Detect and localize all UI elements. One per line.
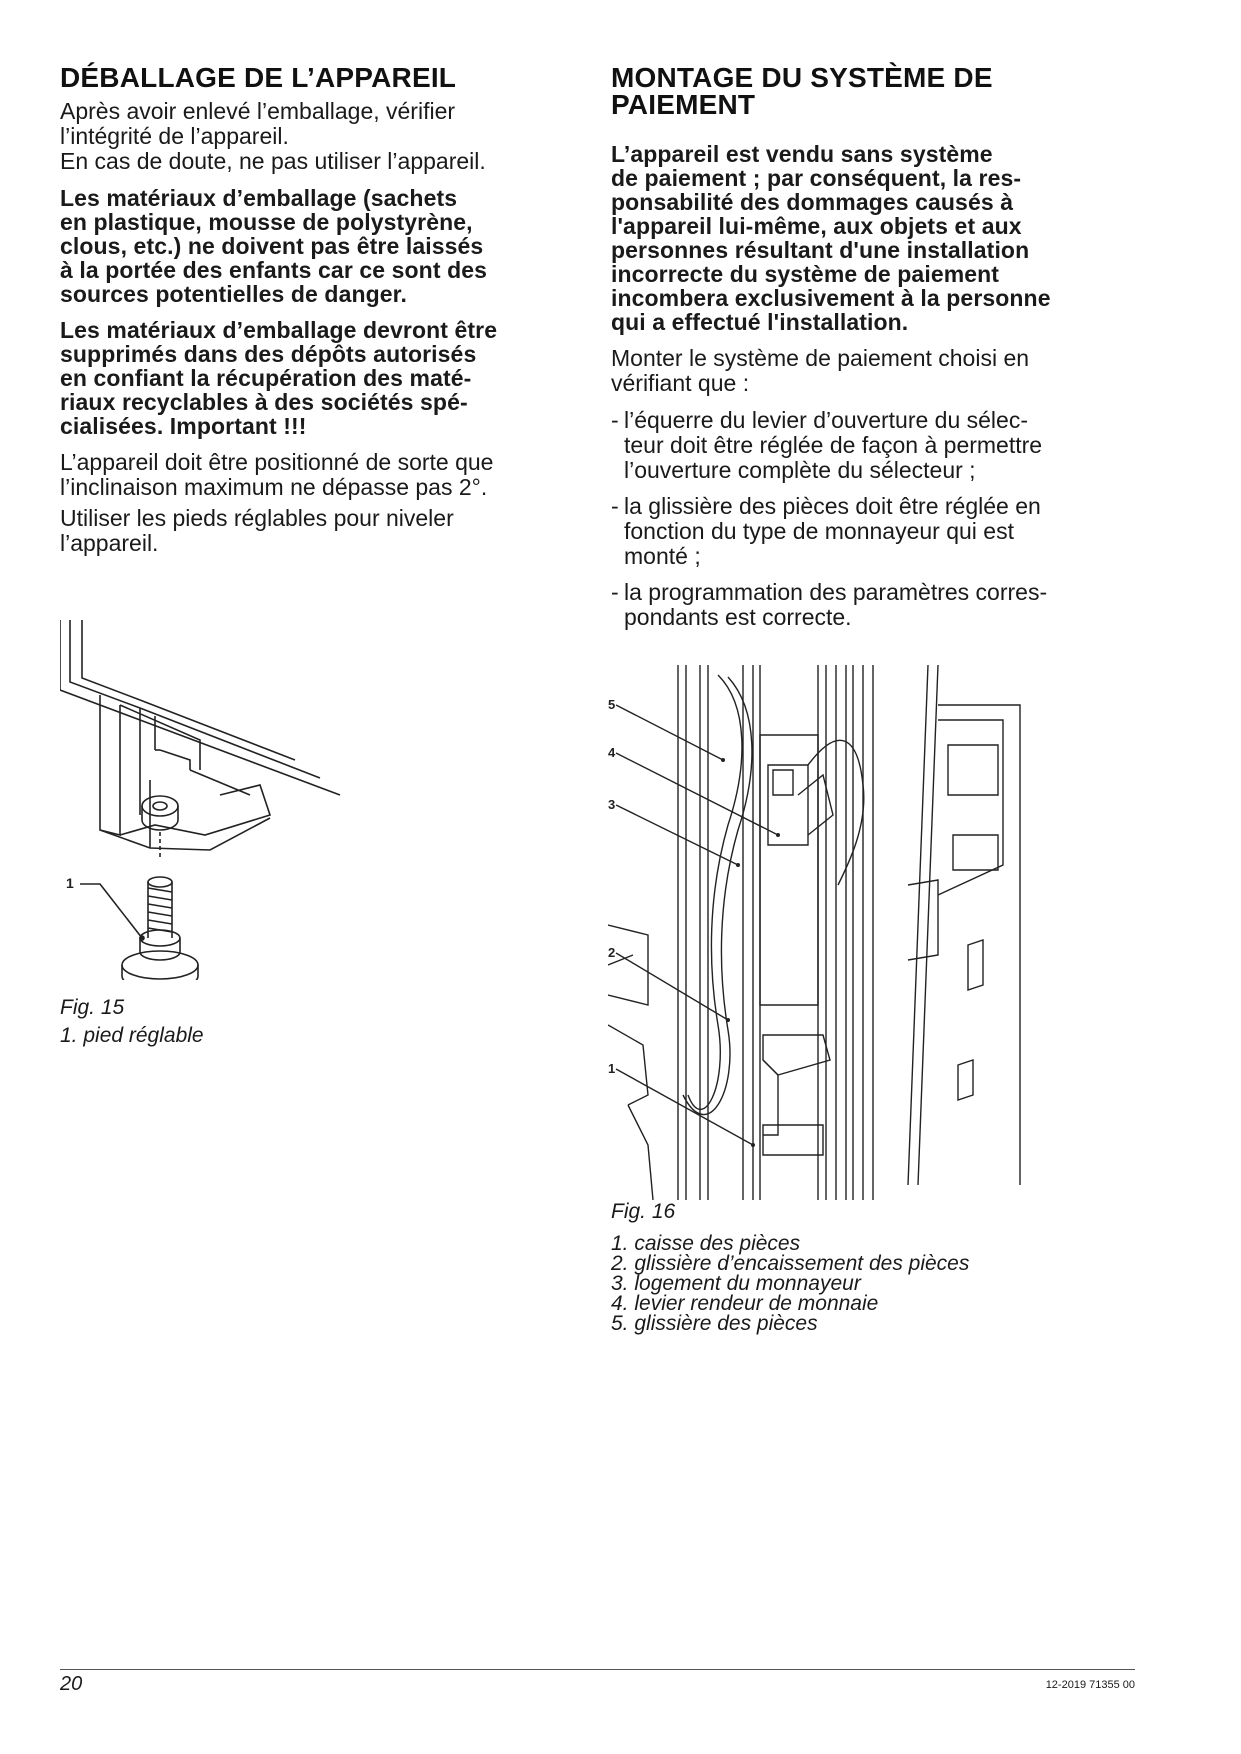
paragraph-inclination [60,450,580,500]
warning-line: incombera exclusivement à la personne [611,285,1051,311]
warning-packaging-children [60,186,580,306]
warning-line: incorrecte du système de paiement [611,261,1000,287]
checklist-item [611,408,1151,483]
paragraph-levelling [60,506,580,556]
checklist-item [611,494,1151,569]
figure-16-illustration [608,665,1028,1200]
fig16-caption-item: 5. glissière des pièces [611,1312,818,1335]
right-column [611,64,1151,641]
title-line: PAIEMENT [611,89,756,120]
fig16-caption-item: 2. glissière d’encaissement des pièces [611,1252,970,1275]
fig15-caption-title: Fig. 15 [60,996,125,1019]
left-column [60,64,580,556]
text-line: Monter le système de paiement choisi en [611,345,1030,371]
figure-16-caption [611,1202,969,1334]
warning-line: riaux recyclables à des sociétés spé- [60,389,468,415]
paragraph-check-line1: Après avoir enlevé l’emballage, vérifier [60,98,456,124]
warning-line: L’appareil est vendu sans système [611,141,993,167]
warning-line: à la portée des enfants car ce sont des [60,257,488,283]
warning-line: clous, etc.) ne doivent pas être laissés [60,233,484,259]
title-line: MONTAGE DU SYSTÈME DE [611,62,993,93]
text-line: l’ouverture complète du sélecteur ; [624,457,976,483]
text-line: teur doit être réglée de façon à permettre [624,432,1043,458]
warning-line: supprimés dans des dépôts autorisés [60,341,477,367]
paragraph-doubt: En cas de doute, ne pas utiliser l’appareil. [60,148,486,174]
text-line: fonction du type de monnayeur qui est [624,518,1014,544]
page-number: 20 [60,1673,83,1695]
payment-system-drawing [608,665,1028,1200]
warning-line: en plastique, mousse de polystyrène, [60,209,473,235]
warning-line: personnes résultant d'une installation [611,237,1030,263]
checklist [611,408,1151,630]
text-line: l’appareil. [60,530,159,556]
fig16-callout-3: 3 [608,797,616,812]
section-title-payment [611,64,1151,118]
warning-line: Les matériaux d’emballage devront être [60,317,498,343]
warning-payment-liability [611,142,1151,334]
paragraph-install-intro [611,346,1151,396]
text-line: vérifiant que : [611,370,750,396]
adjustable-foot-drawing [60,620,400,980]
text-line: pondants est correcte. [624,604,852,630]
text-line: l’inclinaison maximum ne dépasse pas 2°. [60,474,488,500]
text-line: - la glissière des pièces doit être réglée en [624,493,1041,519]
footer-divider [60,1669,1135,1670]
checklist-item [611,580,1151,630]
section-title-unpacking: DÉBALLAGE DE L’APPAREIL [60,62,457,93]
text-line: - la programmation des paramètres corres- [624,579,1048,605]
text-line: L’appareil doit être positionné de sorte que [60,449,494,475]
fig15-caption-item: 1. pied réglable [60,1024,204,1047]
fig15-callout-1: 1 [66,875,74,891]
fig16-callout-5: 5 [608,697,616,712]
warning-line: Les matériaux d’emballage (sachets [60,185,458,211]
fig16-caption-item: 1. caisse des pièces [611,1232,801,1255]
warning-line: de paiement ; par conséquent, la res- [611,165,1022,191]
text-line: monté ; [624,543,701,569]
warning-line: sources potentielles de danger. [60,281,407,307]
figure-15-illustration [60,620,400,980]
fig16-callout-4: 4 [608,745,616,760]
figure-15-caption [60,998,204,1046]
text-line: - l’équerre du levier d’ouverture du sélec- [624,407,1028,433]
fig16-caption-item: 3. logement du monnayeur [611,1272,861,1295]
warning-line: ponsabilité des dommages causés à [611,189,1014,215]
warning-line: qui a effectué l'installation. [611,309,909,335]
fig16-callout-1: 1 [608,1061,616,1076]
text-line: Utiliser les pieds réglables pour niveler [60,505,454,531]
warning-line: l'appareil lui-même, aux objets et aux [611,213,1022,239]
fig16-caption-item: 4. levier rendeur de monnaie [611,1292,879,1315]
fig16-caption-title: Fig. 16 [611,1200,676,1223]
warning-packaging-disposal [60,318,580,438]
paragraph-check-line2: l’intégrité de l’appareil. [60,123,289,149]
warning-line: en confiant la récupération des maté- [60,365,472,391]
warning-line: cialisées. Important !!! [60,413,307,439]
fig16-callout-2: 2 [608,945,616,960]
document-code: 12-2019 71355 00 [1045,1679,1135,1691]
